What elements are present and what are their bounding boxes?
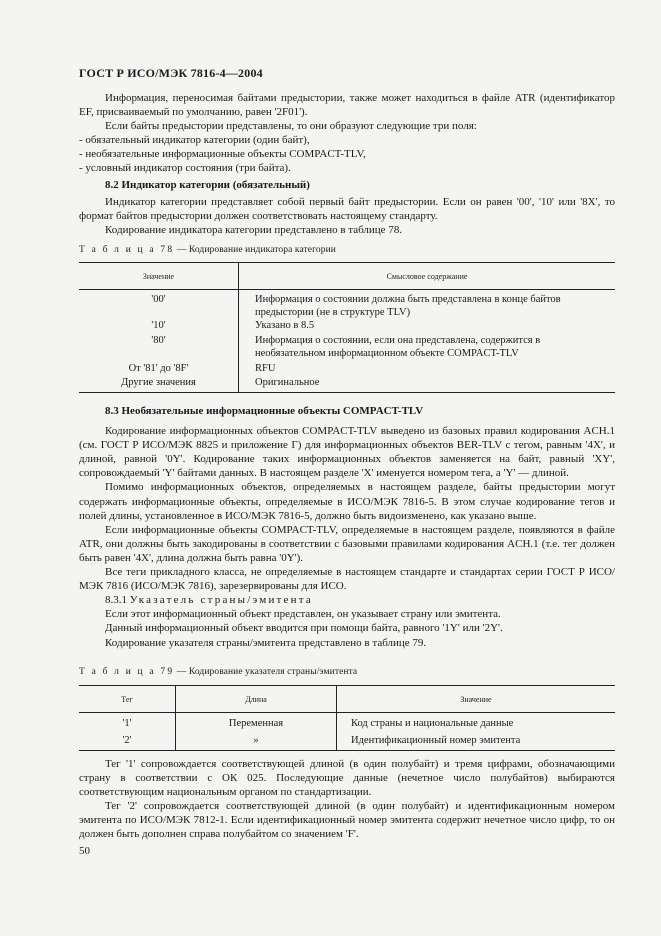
table-79: [79, 685, 615, 751]
table-cell: Другие значения: [121, 377, 196, 388]
paragraph: Если байты предыстории представлены, то они образуют следующие три поля:: [105, 120, 477, 133]
table-row: [79, 334, 615, 362]
table-79-caption: [79, 667, 357, 677]
subsection-heading: [79, 593, 615, 607]
column-header: Значение: [79, 263, 239, 290]
table-row: [79, 376, 615, 392]
table-cell: '00': [151, 294, 166, 305]
page-number: 50: [79, 845, 90, 857]
table-row: [79, 713, 615, 731]
table-78: [79, 262, 615, 393]
caption-prefix: Т а б л и ц а 78: [79, 245, 175, 255]
table-row: [79, 290, 615, 320]
table-cell: '10': [151, 320, 166, 331]
table-cell: Информация о состоянии должна быть представлена в конце байтов предыстории (не в структуре TLV): [239, 290, 616, 320]
closing-block: [79, 757, 615, 842]
paragraph: Если этот информационный объект представлен, он указывает страну или эмитента.: [105, 608, 501, 621]
table-cell: Оригинальное: [239, 376, 616, 392]
caption-prefix: Т а б л и ц а 79: [79, 667, 175, 677]
table-cell: От '81' до '8F': [128, 363, 189, 374]
caption-text: — Кодирование указателя страны/эмитента: [174, 667, 358, 677]
table-cell: '80': [151, 335, 166, 346]
column-header: Тег: [79, 686, 176, 713]
paragraph: Помимо информационных объектов, определяемых в настоящем разделе, байты предыстории могут содержать информационные объекты, определяемые в ИСО/МЭК 7816-5. В этом случае кодирование тегов и полей длины, установленное в ИСО/МЭК 7816-5, должно быть видоизменено, как указано выше.: [79, 481, 615, 522]
table-row: [79, 362, 615, 376]
paragraph: Данный информационный объект вводится при помощи байта, равного '1Y' или '2Y'.: [105, 622, 503, 635]
document-header: ГОСТ Р ИСО/МЭК 7816-4—2004: [79, 66, 263, 80]
table-row: [79, 319, 615, 334]
subsection-number: 8.3.1: [105, 594, 130, 607]
list-item: - условный индикатор состояния (три байта).: [79, 162, 291, 175]
table-cell: '2': [122, 734, 132, 746]
section-8-3: [79, 404, 615, 650]
paragraph: Индикатор категории представляет собой первый байт предыстории. Если он равен '00', '10' или '8X', то формат байтов предыстории должен соответствовать настоящему стандарту.: [79, 196, 615, 223]
table-cell: Код страны и национальные данные: [337, 713, 616, 731]
column-header: Смысловое содержание: [239, 263, 616, 290]
table-78-caption: [79, 245, 336, 255]
section-8-2: [79, 178, 615, 237]
table-cell: Информация о состоянии, если она представлена, содержится в необязательном информационном объекте COMPACT-TLV: [239, 334, 616, 362]
paragraph: Кодирование информационных объектов COMPACT-TLV выведено из базовых правил кодирования ACH.1 (см. ГОСТ Р ИСО/МЭК 8825 и приложение Г) для информационных объектов BER-TLV с тегом, равным '4X', и длиной, равной '0Y'. Кодирование таких информационных объектов заменяется на байт, равный 'XY', сопровождаемый 'Y' байтами данных. В настоящем разделе 'X' именуется номером тега, а 'Y' — длиной.: [79, 425, 615, 480]
table-cell: Переменная: [176, 713, 337, 731]
paragraph: Все теги прикладного класса, не определяемые в настоящем стандарте и стандартах серии ГОСТ Р ИСО/МЭК 7816 (ИСО/МЭК 7816), зарезервированы для ИСО.: [79, 566, 615, 593]
paragraph: Тег '1' сопровождается соответствующей длиной (в один полубайт) и тремя цифрами, обозначающими страну в соответствии с ОК 025. Последующие данные (нечетное число полубайтов) выбираются соответствующим национальным органом по стандартизации.: [79, 758, 615, 799]
table-cell: »: [176, 731, 337, 751]
subsection-title: Указатель страны/эмитента: [129, 594, 313, 607]
table-cell: RFU: [239, 362, 616, 376]
table-cell: '1': [122, 718, 132, 729]
column-header: Длина: [176, 686, 337, 713]
caption-text: — Кодирование индикатора категории: [174, 245, 336, 255]
column-header: Значение: [337, 686, 616, 713]
paragraph: Если информационные объекты COMPACT-TLV, определяемые в настоящем разделе, появляются в файле ATR, они должны быть закодированы в соответствии с базовыми правилами кодирования ACH.1 (т.е. тег должен быть равен '4X', длина должна быть равна '0Y').: [79, 523, 615, 564]
table-cell: Указано в 8.5: [239, 319, 616, 334]
paragraph: Тег '2' сопровождается соответствующей длиной (в один полубайт) и идентификационным номером эмитента по ИСО/МЭК 7812-1. Если идентификационный номер эмитента содержит нечетное число цифр, то он должен быть дополнен справа полубайтом со значением 'F'.: [79, 800, 615, 841]
section-heading: 8.3 Необязательные информационные объекты COMPACT-TLV: [105, 405, 424, 417]
intro-block: [79, 91, 615, 176]
list-item: - обязательный индикатор категории (один байт),: [79, 134, 310, 147]
table-cell: Идентификационный номер эмитента: [337, 731, 616, 751]
list-item: - необязательные информационные объекты COMPACT-TLV,: [79, 148, 366, 161]
paragraph: Информация, переносимая байтами предыстории, также может находиться в файле ATR (идентификатор EF, присваиваемый по умолчанию, равен '2F01').: [79, 92, 615, 119]
paragraph: Кодирование указателя страны/эмитента представлено в таблице 79.: [105, 636, 427, 649]
table-row: [79, 731, 615, 751]
section-heading: 8.2 Индикатор категории (обязательный): [105, 179, 310, 191]
paragraph: Кодирование индикатора категории представлено в таблице 78.: [105, 224, 403, 237]
